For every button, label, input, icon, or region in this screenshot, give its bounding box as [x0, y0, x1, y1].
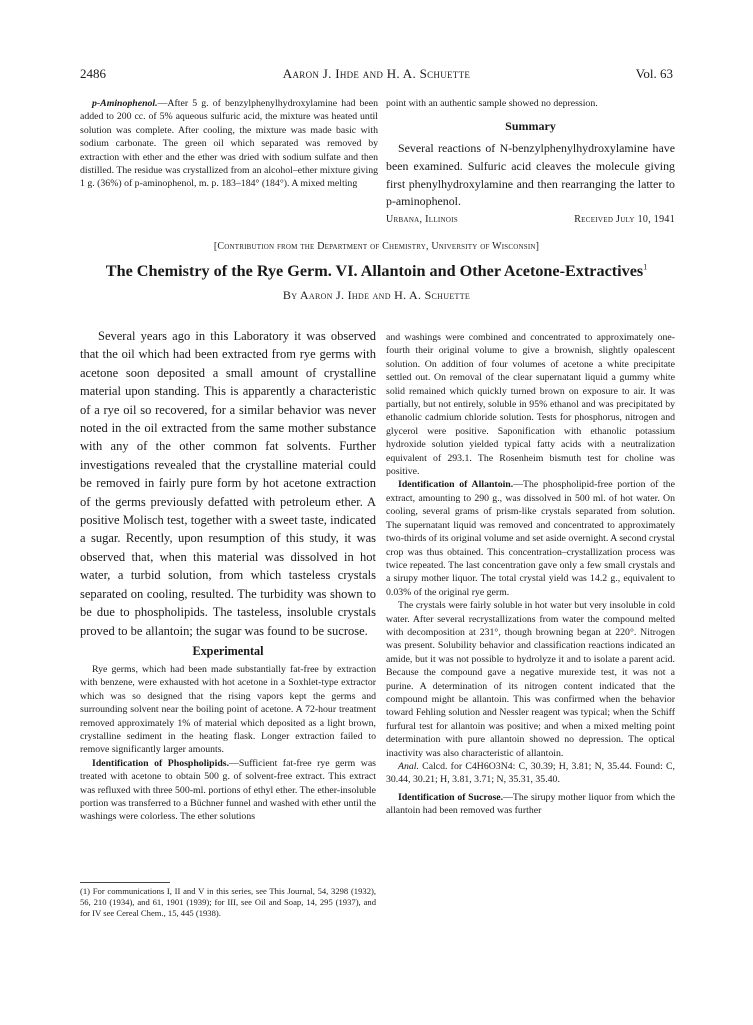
phospholipids-heading: Identification of Phospholipids.: [92, 757, 230, 769]
contribution-line: [Contribution from the Department of Chemistry, University of Wisconsin]: [213, 241, 540, 252]
byline: By Aaron J. Ihde and H. A. Schuette: [282, 288, 471, 302]
footnote-rule: [80, 882, 170, 883]
experimental-heading: Experimental: [192, 643, 264, 658]
sucrose-paragraph: [386, 791, 675, 818]
location-row: [386, 214, 675, 225]
summary-heading: Summary: [505, 119, 556, 134]
analysis-text: Calcd. for C4H6O3N4: C, 30.39; H, 3.81; N, 35.44. Found: C, 30.44, 30.21; H, 3.81, 3.71; N, 35.31, 35.40.: [386, 761, 675, 786]
location: Urbana, Illinois: [386, 213, 459, 225]
sucrose-text: —The sirupy mother liquor from which the allantoin had been removed was further: [386, 791, 675, 817]
footnote: (1) For communications I, II and V in this series, see This Journal, 54, 3298 (1932), 56, 210 (1934), and 61, 1901 (1939); for III, see Oil and Soap, 14, 295 (1937), and for IV see Cereal Chem., 15, 445 (1938).: [80, 886, 376, 918]
allantoin-text: —The phospholipid-free portion of the extract, amounting to 290 g., was dissolved in 500 ml. of hot water. On cooling, several grams of prism-like crystals separated from solution. The supernatant liquid was removed and concentrated to approximately two-thirds of its original volume and set aside overnight. A second crystal crop was thus obtained. This concentration–crystallization process was twice repeated. The last concentration gave only a few small crystals and a sirupy mother liquor. The total crystal yield was 14.2 g., equivalent to 0.03% of the original rye germ.: [386, 479, 675, 598]
experimental-paragraph: Rye germs, which had been made substantially fat-free by extraction with benzene, were exhausted with hot acetone in a Soxhlet-type extractor which was so designed that the rising vapors kept the germs and surrounding solvent near the boiling point of acetone. A 72-hour treatment removed approximately 1% of material which deposited as a light brown, crystalline sediment in the heating flask. Longer extraction failed to remove significantly larger amounts.: [80, 663, 376, 756]
analysis-paragraph: [386, 760, 675, 787]
phospholipid-continuation-paragraph: and washings were combined and concentrated to approximately one-fourth their original volume to give a brownish, slightly opalescent solution. On addition of four volumes of acetone a white precipitate settled out. On removal of the clear supernatant liquid a gummy white solid remained which quickly turned brown on exposure to air. It was partially, but not entirely, soluble in 95% ethanol and was precipitated by ethanolic cadmium chloride solution. Tests for phosphorus, nitrogen and glycerol were positive. Saponification with ethanolic potassium hydroxide solution yielded typical fatty acids with a neutralization equivalent of 293.1. The Rosenheim bismuth test for choline was positive.: [386, 332, 675, 478]
left-column: [80, 327, 376, 824]
article-title: [0, 262, 753, 281]
phospholipids-text: —Sufficient fat-free rye germ was treated with acetone to obtain 500 g. of solvent-free extract. This extract was refluxed with three 500-ml. portions of ethyl ether. The ether-insoluble portion was transferred to a Büchner funnel and washed with ether until the washings were colorless. The ether solutions: [80, 757, 376, 823]
crystals-paragraph: The crystals were fairly soluble in hot water but very insoluble in cold water. After several recrystallizations from water the compound melted with decomposition at 231°, though browning began at 220°. Nitrogen was present. Solubility behavior and classification reactions indicated an amide, but it was not possible to hydrolyze it and to isolate a parent acid. Because the compound gave a negative murexide test, it was not a purine. A determination of its nitrogen content indicated that the compound might be allantoin. This was confirmed when the behavior toward Fehling solution and Nessler reagent was typical; when the Schiff furfural test for allantoin was positive; and when a mixed melting point determination with pure allantoin showed no depression. The optical inactivity was also characteristic of allantoin.: [386, 600, 675, 759]
article-title-text: The Chemistry of the Rye Germ. VI. Allantoin and Other Acetone-Extractives: [105, 262, 644, 280]
phospholipids-paragraph: [80, 757, 376, 824]
analysis-label: Anal.: [398, 761, 419, 772]
summary-text: Several reactions of N-benzylphenylhydroxylamine have been examined. Sulfuric acid cleaves the molecule giving first phenylhydroxylamine and then rearranging the latter to p-aminophenol.: [386, 141, 675, 209]
title-footnote-mark: 1: [643, 262, 648, 272]
aminophenol-heading: p-Aminophenol.: [92, 98, 158, 109]
intro-paragraph: Several years ago in this Laboratory it was observed that the oil which had been extracted from rye germs with acetone soon deposited a small amount of crystalline material upon standing. This is apparently a characteristic of a rye oil so recovered, for a similar behavior was never noted in the oil extracted from the same mother substance with any of the other common fat solvents. Further investigations revealed that the crystalline material could be removed in fairly pure form by hot acetone extraction of the germs previously defatted with petroleum ether. A positive Molisch test, together with a sweet taste, indicated a sugar. Recently, upon resumption of this study, it was observed that, when this material was dissolved in hot water, a turbid solution, from which tasteless crystals separated on cooling, resulted. The turbidity was shown to be due to phospholipids. The tasteless, insoluble crystals proved to be allantoin; the sugar was found to be sucrose.: [80, 329, 376, 638]
previous-article-right-column: [386, 97, 675, 225]
running-header-authors: Aaron J. Ihde and H. A. Schuette: [282, 66, 471, 81]
sucrose-heading: Identification of Sucrose.: [398, 791, 504, 803]
allantoin-paragraph: [386, 478, 675, 599]
allantoin-heading: Identification of Allantoin.: [398, 479, 514, 491]
continuation-text: point with an authentic sample showed no depression.: [386, 98, 598, 109]
right-column: [386, 331, 675, 818]
page-number: 2486: [80, 66, 106, 81]
received-date: Received July 10, 1941: [574, 213, 675, 225]
aminophenol-paragraph: [80, 97, 378, 191]
aminophenol-text: —After 5 g. of benzylphenylhydroxylamine had been added to 200 cc. of 5% aqueous sulfuric acid, the mixture was heated until solution was complete. After cooling, the mixture was made basic with sodium carbonate. The green oil which separated was removed by extraction with ether and the ether was dried with sodium sulfate and then distilled. The residue was crystallized from an alcohol–ether mixture giving 1 g. (36%) of p-aminophenol, m. p. 183–184° (184°). A mixed melting: [80, 98, 378, 190]
volume-label: Vol. 63: [635, 66, 673, 81]
previous-article-left-column: [80, 97, 378, 191]
